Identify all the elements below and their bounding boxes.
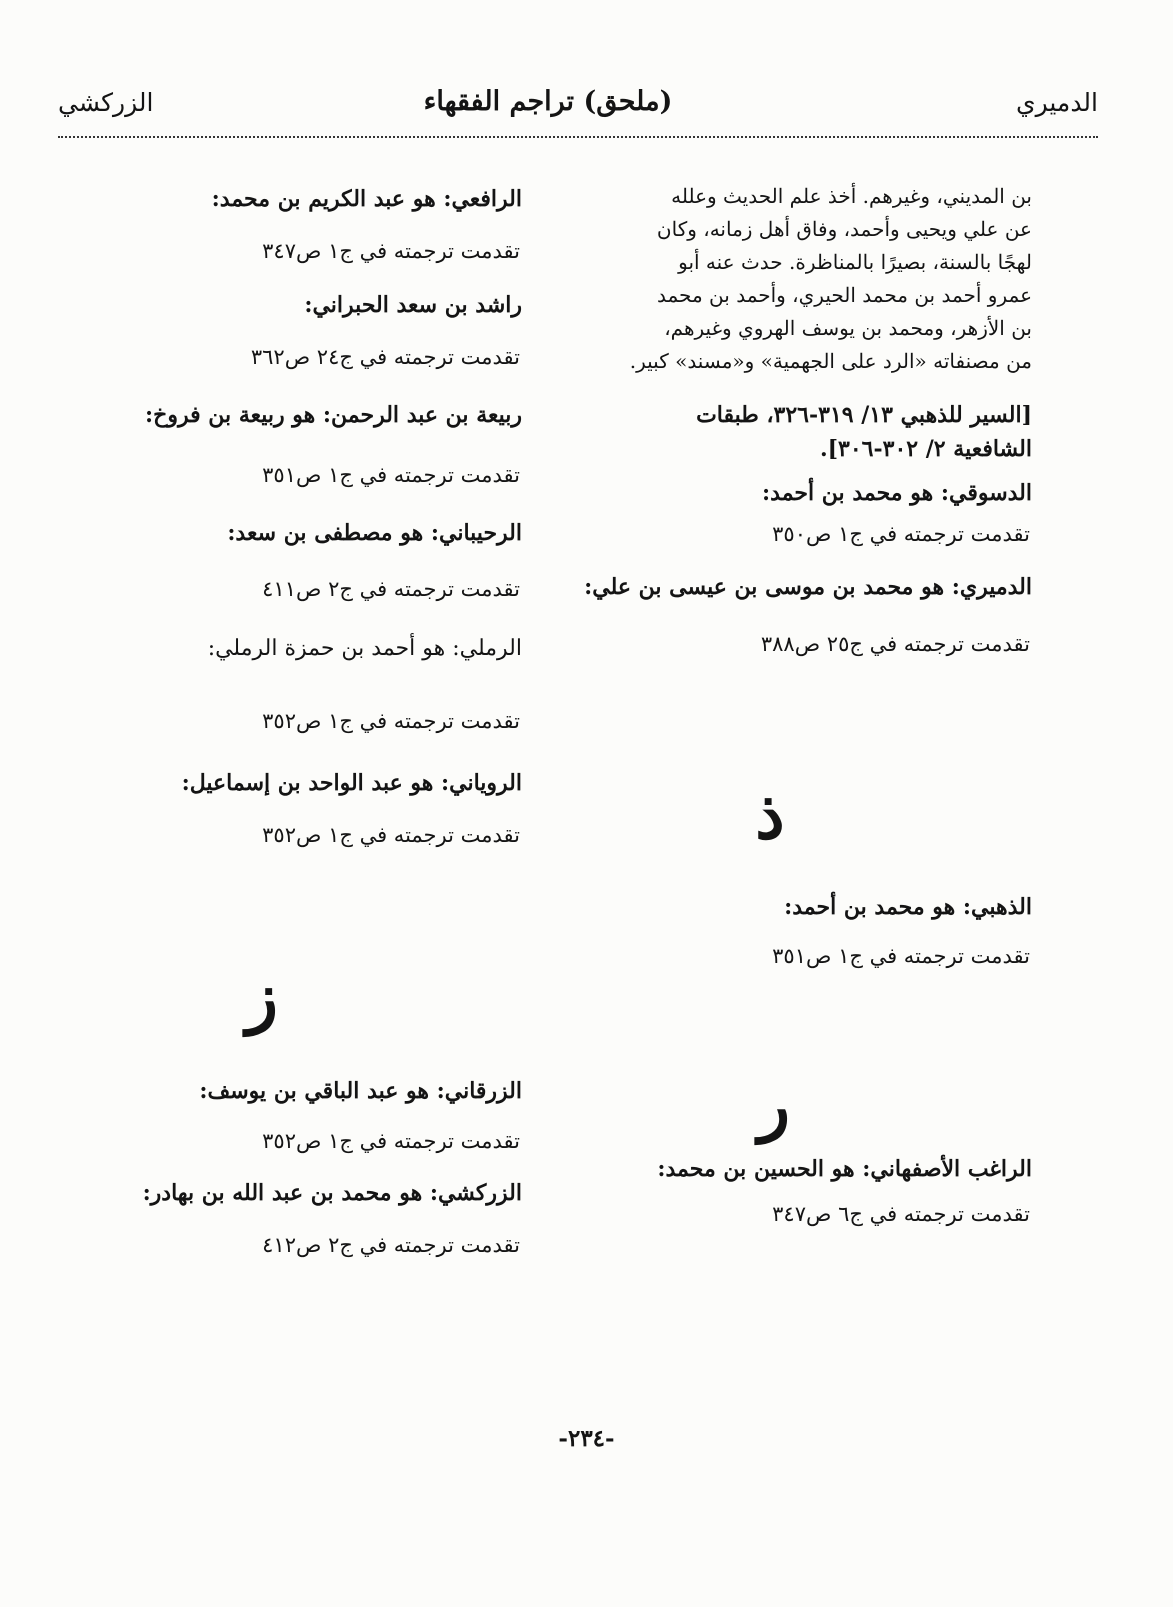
entry-ruyani: [80, 764, 522, 854]
entry-detail: تقدمت ترجمته في ج١ ص٣٥١: [772, 944, 1030, 968]
entry-detail: تقدمت ترجمته في ج٢ ص٤١٢: [262, 1233, 520, 1257]
entry-raghib-isfahani: [570, 1152, 1032, 1234]
entry-rabia: [80, 396, 522, 494]
entry-title: الذهبي: هو محمد بن أحمد:: [784, 894, 1032, 920]
entry-detail: تقدمت ترجمته في ج٢٥ ص٣٨٨: [760, 632, 1030, 656]
header-section-title: (ملحق) تراجم الفقهاء: [423, 86, 673, 117]
entry-rafii: [80, 180, 522, 270]
entry-damiri: [570, 570, 1032, 664]
reference-line: الشافعية ٢/ ٣٠٢-٣٠٦].: [819, 436, 1032, 462]
entry-detail: تقدمت ترجمته في ج١ ص٣٥٢: [262, 709, 520, 733]
entry-detail: تقدمت ترجمته في ج٢٤ ص٣٦٢: [250, 345, 520, 369]
header-left-name: الزركشي: [58, 88, 154, 117]
paragraph-line: عن علي ويحيى وأحمد، وفاق أهل زمانه، وكان: [656, 217, 1032, 241]
entry-detail: تقدمت ترجمته في ج٢ ص٤١١: [262, 577, 520, 601]
entry-ramli: [80, 630, 522, 740]
entry-title: ربيعة بن عبد الرحمن: هو ربيعة بن فروخ:: [145, 402, 522, 428]
entry-dasuqi: [570, 476, 1032, 554]
entry-detail: تقدمت ترجمته في ج١ ص٣٤٧: [262, 239, 520, 263]
biography-paragraph: [570, 180, 1032, 378]
section-dhal: [570, 776, 1032, 862]
entry-title: الدميري: هو محمد بن موسى بن عيسى بن علي:: [584, 574, 1032, 600]
entry-title: الرملي: هو أحمد بن حمزة الرملي:: [207, 636, 522, 661]
entry-detail: تقدمت ترجمته في ج١ ص٣٥٠: [772, 522, 1030, 546]
entry-title: راشد بن سعد الحبراني:: [304, 292, 522, 318]
header-right-name: الدميري: [1016, 88, 1098, 117]
entry-zurqani: [80, 1072, 522, 1160]
paragraph-line: عمرو أحمد بن محمد الحيري، وأحمد بن محمد: [657, 283, 1032, 307]
entry-zarkashi: [80, 1174, 522, 1264]
section-letter-zay: ز: [246, 958, 278, 1036]
entry-detail: تقدمت ترجمته في ج١ ص٣٥٢: [262, 1129, 520, 1153]
page-number: -٢٣٤-: [558, 1425, 615, 1452]
running-header: [58, 88, 1098, 128]
entry-title: الروياني: هو عبد الواحد بن إسماعيل:: [181, 770, 522, 796]
section-zay: [80, 958, 522, 1044]
entry-detail: تقدمت ترجمته في ج٦ ص٣٤٧: [772, 1202, 1030, 1226]
entry-title: الراغب الأصفهاني: هو الحسين بن محمد:: [657, 1156, 1032, 1182]
section-letter-ra: ر: [758, 1066, 790, 1144]
paragraph-line: من مصنفاته «الرد على الجهمية» و«مسند» كبير.: [629, 349, 1032, 373]
section-letter-dhal: ذ: [755, 776, 785, 854]
entry-title: الرافعي: هو عبد الكريم بن محمد:: [211, 186, 522, 212]
left-column: [80, 180, 522, 1264]
entry-detail: تقدمت ترجمته في ج١ ص٣٥٢: [262, 823, 520, 847]
entry-ruhaybani: [80, 514, 522, 608]
entry-title: الزركشي: هو محمد بن عبد الله بن بهادر:: [142, 1180, 522, 1206]
entry-detail: تقدمت ترجمته في ج١ ص٣٥١: [262, 463, 520, 487]
entry-title: الرحيباني: هو مصطفى بن سعد:: [227, 520, 522, 546]
paragraph-line: بن الأزهر، ومحمد بن يوسف الهروي وغيرهم،: [664, 316, 1032, 340]
reference-citation: [570, 398, 1032, 466]
header-dotted-rule: [58, 136, 1098, 138]
paragraph-line: لهجًا بالسنة، بصيرًا بالمناظرة. حدث عنه أبو: [678, 250, 1032, 274]
reference-line: [السير للذهبي ١٣/ ٣١٩-٣٢٦، طبقات: [696, 402, 1032, 428]
entry-rashid-ibn-sad: [80, 286, 522, 376]
paragraph-line: بن المديني، وغيرهم. أخذ علم الحديث وعلله: [671, 184, 1032, 208]
entry-title: الدسوقي: هو محمد بن أحمد:: [762, 480, 1032, 506]
entry-title: الزرقاني: هو عبد الباقي بن يوسف:: [199, 1078, 522, 1104]
right-column: [570, 180, 1032, 1234]
section-ra: [570, 1066, 1032, 1144]
entry-dhahabi: [570, 890, 1032, 976]
